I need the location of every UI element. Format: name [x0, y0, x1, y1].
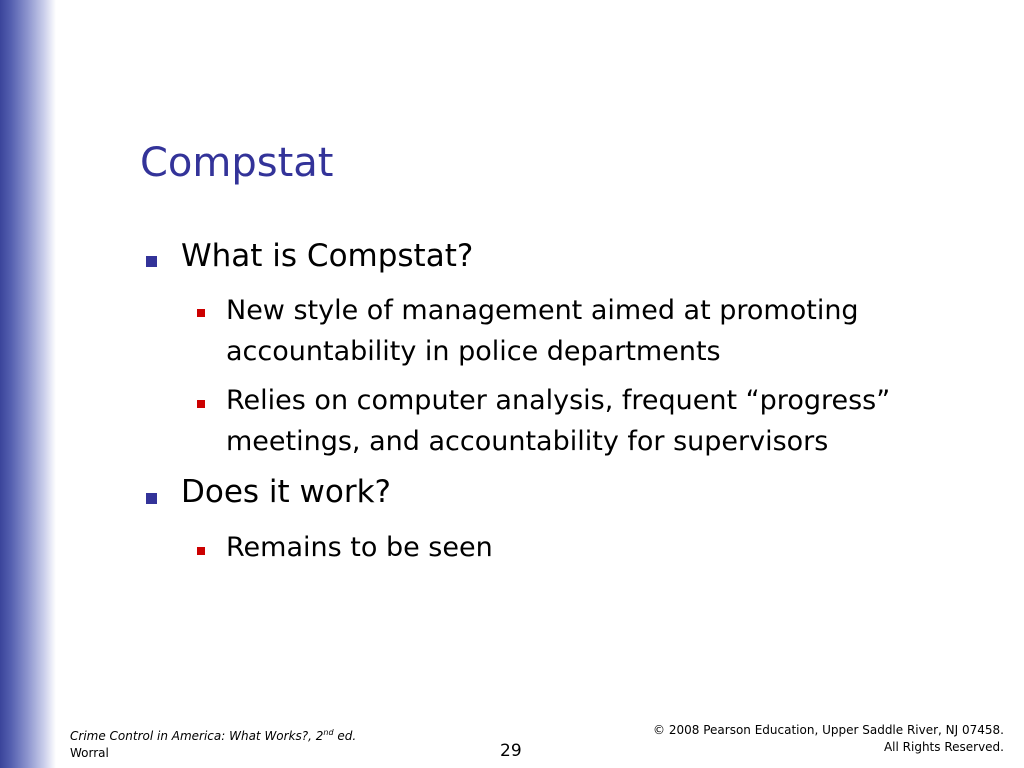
sub-bullet-new-style-line2: accountability in police departments — [226, 336, 721, 367]
sub-bullet-new-style-line1: New style of management aimed at promoting — [226, 295, 859, 326]
bullet-what-is-compstat: What is Compstat? — [181, 238, 474, 274]
sidebar-gradient-decoration — [0, 0, 56, 768]
bullet-marker-level2 — [197, 309, 205, 317]
bullet-marker-level1 — [146, 256, 157, 267]
page-number: 29 — [500, 741, 522, 761]
sub-bullet-relies-line2: meetings, and accountability for supervisors — [226, 426, 829, 457]
footer-book-title: Crime Control in America: What Works?, 2nd ed. — [70, 728, 357, 743]
copyright-line2: All Rights Reserved. — [883, 740, 1004, 754]
bullet-marker-level1 — [146, 493, 157, 504]
bullet-marker-level2 — [197, 547, 205, 555]
footer-book-citation — [70, 724, 356, 762]
bullet-marker-level2 — [197, 400, 205, 408]
copyright-line1: © 2008 Pearson Education, Upper Saddle River, NJ 07458. — [653, 723, 1004, 737]
sub-bullet-remains: Remains to be seen — [226, 532, 493, 563]
bullet-does-it-work: Does it work? — [181, 474, 392, 510]
slide-title: Compstat — [140, 140, 334, 186]
footer-author: Worral — [70, 746, 109, 760]
footer-copyright — [653, 722, 1004, 756]
sub-bullet-relies-line1: Relies on computer analysis, frequent “progress” — [226, 385, 891, 416]
